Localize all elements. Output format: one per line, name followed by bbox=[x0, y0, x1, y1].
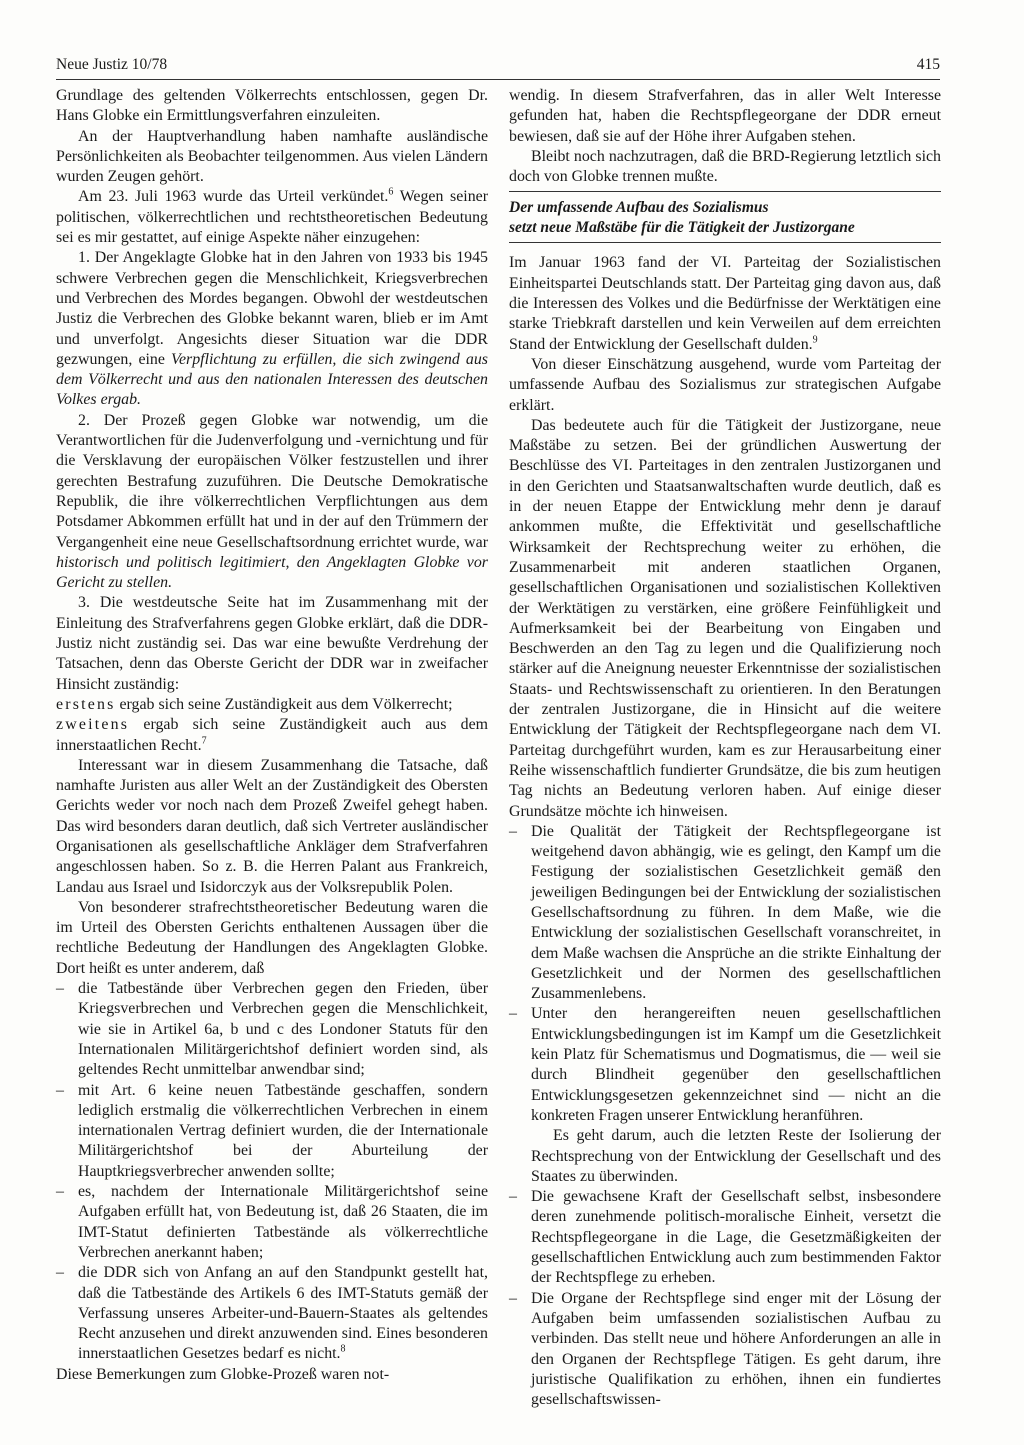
paragraph: 3. Die westdeutsche Seite hat im Zusammenhang mit der Einleitung des Strafverfahrens gegen Globke erklärt, daß die DDR-Justiz nicht zuständig sei. Das war eine bewußte Verdrehung der Tatsachen, denn das Oberste Gericht der DDR war in zweifacher Hinsicht zuständig: bbox=[56, 594, 488, 693]
page-number: 415 bbox=[916, 56, 940, 73]
section-heading bbox=[509, 191, 941, 243]
emphasis: historisch und politisch legitimiert, den Angeklagten Globke vor Gericht zu stellen. bbox=[56, 553, 488, 592]
list-item: – Die gewachsene Kraft der Gesellschaft selbst, insbesondere deren zunehmende politisch-moralische Einheit, versetzt die Rechtspflegeorgane in die Lage, die Gesetzmäßigkeiten der gesellschaftlichen Entwicklung auch zum bestimmenden Faktor der Rechtspflege zu erheben. bbox=[509, 1187, 941, 1288]
heading-rule-top bbox=[509, 191, 941, 192]
list-item: – die Tatbestände über Verbrechen gegen den Frieden, über Kriegsverbrechen und Verbrechen gegen die Menschlichkeit, wie sie in Artikel 6a, b und c des Londoner Statuts für den Internationalen Militärgerichtshof definiert worden sind, als geltendes Recht unmittelbar anwendbar sind; bbox=[56, 979, 488, 1080]
footnote-ref: 6 bbox=[388, 187, 394, 199]
list-item: – die DDR sich von Anfang an auf den Standpunkt gestellt hat, daß die Tatbestände des Artikels 6 des IMT-Statuts gemäß der Verfassung unseres Arbeiter-und-Bauern-Staates als geltendes Recht anzusehen und direkt anzuwenden sind. Eines besonderen innerstaatlichen Gesetzes bedarf es nicht.$^8$ bbox=[56, 1263, 488, 1364]
paragraph: erstens ergab sich seine Zuständigkeit aus dem Völkerrecht; bbox=[56, 695, 453, 713]
paragraph: Diese Bemerkungen zum Globke-Prozeß waren not- bbox=[56, 1365, 390, 1383]
footnote-ref: 9 bbox=[812, 334, 818, 346]
paragraph: 2. Der Prozeß gegen Globke war notwendig, um die Verantwortlichen für die Judenverfolgung und -vernichtung und für die Versklavung der europäischen Völker festzustellen und ihrer gerechten Bestrafung zuzuführen. Die Deutsche Demokratische Republik, die ihre völkerrechtlichen Verpflichtungen aus dem Potsdamer Abkommen erfüllt hat und in der auf den Trümmern der Vergangenheit eine neue Gesellschaftsordnung errichtet wurde, war historisch und politisch legitimiert, den Angeklagten Globke vor Gericht zu stellen. bbox=[56, 411, 488, 592]
emphasis: Verpflichtung zu erfüllen, die sich zwingend aus dem Völkerrecht und aus den nationalen Interessen des deutschen Volkes ergab. bbox=[56, 350, 488, 409]
paragraph: Von dieser Einschätzung ausgehend, wurde vom Parteitag der umfassende Aufbau des Sozialismus zur strategischen Aufgabe erklärt. bbox=[509, 355, 941, 414]
paragraph: zweitens ergab sich seine Zuständigkeit auch aus dem innerstaatlichen Recht.$^7$ bbox=[56, 716, 488, 754]
paragraph: Bleibt noch nachzutragen, daß die BRD-Regierung letztlich sich doch von Globke trennen mußte. bbox=[509, 147, 941, 186]
list-item: – mit Art. 6 keine neuen Tatbestände geschaffen, sondern lediglich erstmalig die völkerrechtlichen Verbrechen in einem internationalen Vertrag definiert wurden, die der Internationale Militärgerichtshof bei der Aburteilung der Hauptkriegsverbrecher anwenden sollte; bbox=[56, 1081, 488, 1182]
heading-line: Der umfassende Aufbau des Sozialismus bbox=[509, 199, 769, 217]
paragraph: Am 23. Juli 1963 wurde das Urteil verkündet.$^6$ Wegen seiner politischen, völkerrechtlichen und rechtstheoretischen Bedeutung sei es mir gestattet, auf einige Aspekte näher einzugehen: bbox=[56, 187, 488, 247]
bullet-list bbox=[56, 979, 488, 1365]
paragraph: An der Hauptverhandlung haben namhafte ausländische Persönlichkeiten als Beobachter teilgenommen. Aus vielen Ländern wurden Zeugen gehört. bbox=[56, 127, 488, 186]
paragraph: Das bedeutete auch für die Tätigkeit der Justizorgane, neue Maßstäbe zu setzen. Bei der gründlichen Auswertung der Beschlüsse des VI. Parteitages in den zentralen Justizorganen und in den Gerichten und Staatsanwaltschaften wurde deutlich, daß es in der neuen Etappe der Entwicklung mehr denn je darauf ankommen mußte, die Effektivität und gesellschaftliche Wirksamkeit der Rechtsprechung weiter zu erhöhen, die Zusammenarbeit mit anderen staatlichen Organen, gesellschaftlichen Organisationen und sozialistischen Kollektiven der Werktätigen zu verstärken, eine größere Feinfühligkeit und Aufmerksamkeit bei der Bearbeitung von Eingaben und Beschwerden an den Tag zu legen und die Qualifizierung noch stärker auf die Aneignung neuester Erkenntnisse der sozialistischen Staats- und Rechtswissenschaft zu orientieren. In den Beratungen der zentralen Justizorgane, die in Hinsicht auf die weitere Entwicklung der Tätigkeit der Rechtspflegeorgane nach dem VI. Parteitag durchgeführt wurden, kam es zur Herausarbeitung einer Reihe wissenschaftlich fundierter Grundsätze, die bis zum heutigen Tag nichts an Bedeutung verloren haben. Auf einige dieser Grundsätze möchte ich hinweisen. bbox=[509, 416, 941, 820]
paragraph: Im Januar 1963 fand der VI. Parteitag der Sozialistischen Einheitspartei Deutschlands statt. Der Parteitag ging davon aus, daß die Interessen des Volkes und die Bedürfnisse der Werktätigen eine starke Triebkraft darstellen und kein Verweilen auf dem erreichten Stand der Entwicklung der Gesellschaft dulden.$^9$ bbox=[509, 254, 941, 353]
journal-title: Neue Justiz 10/78 bbox=[56, 56, 168, 73]
list-item: – Die Qualität der Tätigkeit der Rechtspflegeorgane ist weitgehend davon abhängig, wie es gelingt, den Kampf um die Festigung der sozialistischen Gesetzlichkeit gemäß den jeweiligen Bedingungen bei der Entwicklung der sozialistischen Gesellschaftsordnung zu führen. In dem Maße, wie die Entwicklung der sozialistischen Gesellschaft voranschreitet, in dem Maße wachsen die Ansprüche an die strikte Einhaltung der Gesetzlichkeit und der Normen des gesellschaftlichen Zusammenlebens. bbox=[509, 822, 941, 1005]
footnote-ref: 7 bbox=[201, 735, 207, 747]
left-column bbox=[56, 86, 488, 1385]
paragraph: Es geht darum, auch die letzten Reste der Isolierung der Rechtsprechung von der Entwicklung der Gesellschaft und des Staates zu überwinden. bbox=[531, 1127, 941, 1185]
bullet-list bbox=[509, 822, 941, 1126]
paragraph: Von besonderer strafrechtstheoretischer Bedeutung waren die im Urteil des Obersten Gerichts enthaltenen Aussagen über die rechtliche Bedeutung der Handlungen des Angeklagten Globke. Dort heißt es unter anderem, daß bbox=[56, 898, 488, 977]
right-column bbox=[509, 86, 941, 1410]
footnote-ref: 8 bbox=[340, 1344, 346, 1356]
header-rule bbox=[56, 79, 940, 80]
paragraph: Grundlage des geltenden Völkerrechts entschlossen, gegen Dr. Hans Globke ein Ermittlungsverfahren einzuleiten. bbox=[56, 87, 488, 125]
heading-line: setzt neue Maßstäbe für die Tätigkeit der Justizorgane bbox=[509, 219, 855, 237]
spaced-word: erstens bbox=[56, 695, 116, 713]
page-header bbox=[56, 55, 940, 79]
paragraph: Interessant war in diesem Zusammenhang die Tatsache, daß namhafte Juristen aus aller Welt an der Zuständigkeit des Obersten Gerichts weder vor noch nach dem Prozeß Zweifel gehegt haben. Das wird besonders daran deutlich, daß sich Vertreter ausländischer Organisationen als gesellschaftliche Ankläger dem Strafverfahren angeschlossen haben. So z. B. die Herren Palant aus Frankreich, Landau aus Israel und Isidorczyk aus der Volksrepublik Polen. bbox=[56, 756, 488, 896]
paragraph: 1. Der Angeklagte Globke hat in den Jahren von 1933 bis 1945 schwere Verbrechen gegen die Menschlichkeit, Kriegsverbrechen und Verbrechen des Mordes begangen. Obwohl der westdeutschen Justiz die Verbrechen des Globke bekannt waren, blieb er im Amt und unverfolgt. Angesichts dieser Situation war die DDR gezwungen, eine Verpflichtung zu erfüllen, die sich zwingend aus dem Völkerrecht und aus den nationalen Interessen des deutschen Volkes ergab. bbox=[56, 249, 488, 409]
spaced-word: zweitens bbox=[56, 716, 130, 734]
bullet-list bbox=[509, 1187, 941, 1410]
list-item: – Die Organe der Rechtspflege sind enger mit der Lösung der Aufgaben beim umfassenden sozialistischen Aufbau zu verbinden. Das stellt neue und höhere Anforderungen an alle in den Organen der Rechtspflege Tätigen. Es geht darum, ihre juristische Qualifikation zu erhöhen, ihnen ein fundiertes gesellschaftswissen- bbox=[509, 1289, 941, 1411]
list-item: – es, nachdem der Internationale Militärgerichtshof seine Aufgaben erfüllt hat, von Bedeutung ist, daß 26 Staaten, die im IMT-Statut definierten Tatbestände als völkerrechtliche Verbrechen anerkannt haben; bbox=[56, 1182, 488, 1263]
paragraph: wendig. In diesem Strafverfahren, das in aller Welt Interesse gefunden hat, haben die Rechtspflegeorgane der DDR erneut bewiesen, daß sie auf der Höhe ihrer Aufgaben stehen. bbox=[509, 87, 941, 145]
list-item: – Unter den herangereiften neuen gesellschaftlichen Entwicklungsbedingungen ist im Kampf um die Gesetzlichkeit kein Platz für Schematismus und Dogmatismus, die — weil sie durch Blindheit gegenüber den gesellschaftlichen Entwicklungsgesetzen gekennzeichnet sind — nicht an die konkreten Fragen unserer Entwicklung heranführen. bbox=[509, 1004, 941, 1126]
heading-rule-bottom bbox=[509, 242, 941, 243]
